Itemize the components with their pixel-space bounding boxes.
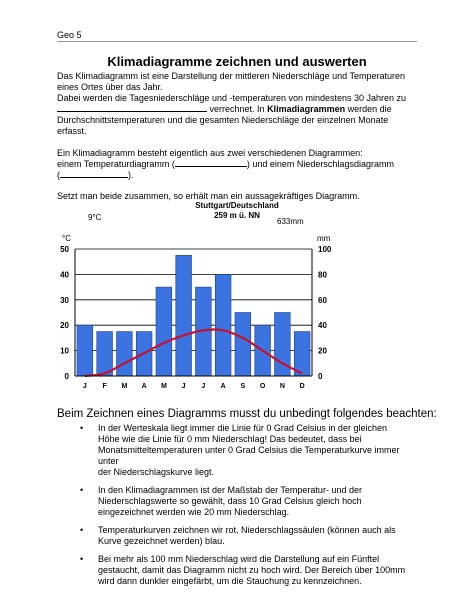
rule-item xyxy=(80,423,415,478)
precipitation-bar xyxy=(215,274,231,376)
para-line: einem Temperaturdiagramm ( ) und einem Niederschlagsdiagramm xyxy=(57,159,394,169)
rule-line: Monatsmitteltemperaturen unter 0 Grad Celsius die Temperaturkurve immer unter xyxy=(98,445,400,466)
precipitation-bar xyxy=(156,287,172,376)
left-tick-label: 0 xyxy=(64,372,69,381)
intro-line: eines Ortes über das Jahr. xyxy=(57,82,163,92)
month-label: A xyxy=(220,383,226,390)
month-label: M xyxy=(160,383,167,390)
rule-line: Höhe wie die Linie für 0 mm Niederschlag! Das bedeutet, dass bei xyxy=(98,434,362,444)
bold-term: Klimadiagrammen xyxy=(267,104,346,114)
left-axis-label: °C xyxy=(62,234,71,243)
rule-line: Kurve gezeichnet werden) blau. xyxy=(98,536,225,546)
para-line: Ein Klimadiagramm besteht eigentlich aus zwei verschiedenen Diagrammen: xyxy=(57,148,363,158)
left-tick-label: 30 xyxy=(60,295,69,305)
rule-line: Temperaturkurven zeichnen wir rot, Niederschlagssäulen (können auch als xyxy=(98,525,396,535)
month-label: N xyxy=(279,383,285,390)
precipitation-bar xyxy=(294,332,310,376)
rule-item xyxy=(80,485,415,518)
right-tick-label: 100 xyxy=(318,245,332,254)
intro-line: Das Klimadiagramm ist eine Darstellung der mittleren Niederschläge und Temperaturen xyxy=(57,71,405,81)
right-axis-label: mm xyxy=(317,234,331,243)
rule-item xyxy=(80,525,415,547)
month-label: A xyxy=(141,383,147,390)
precipitation-bar xyxy=(176,255,192,376)
month-label: J xyxy=(181,383,186,390)
month-label: O xyxy=(259,383,266,390)
month-label: J xyxy=(82,383,87,390)
right-tick-label: 0 xyxy=(318,372,323,381)
month-label: J xyxy=(201,383,206,390)
rule-item xyxy=(80,554,415,587)
right-tick-label: 40 xyxy=(318,321,327,331)
precipitation-bar xyxy=(235,313,251,377)
page-title: Klimadiagramme zeichnen und auswerten xyxy=(107,54,367,69)
month-label: S xyxy=(240,383,246,390)
rule-line: der Niederschlagskurve liegt. xyxy=(98,467,215,477)
left-tick-label: 50 xyxy=(60,245,69,254)
rule-line: In der Werteskala liegt immer die Linie für 0 Grad Celsius in der gleichen xyxy=(98,423,387,433)
annual-precipitation: 633mm xyxy=(277,217,304,226)
intro-line: erfasst. xyxy=(57,126,87,136)
intro-line: verrechnet. In Klimadiagrammen werden die xyxy=(57,104,422,115)
bullet-icon: • xyxy=(80,525,84,535)
month-label: D xyxy=(299,383,305,390)
rule-line: gestaucht, damit das Diagramm nicht zu hoch wird. Der Bereich über 100mm xyxy=(98,565,406,575)
para-line: ( ). xyxy=(57,170,134,180)
annual-temperature: 9°C xyxy=(88,213,102,222)
precipitation-bar xyxy=(117,332,133,376)
precipitation-bar xyxy=(77,325,93,376)
rule-line: In den Klimadiagrammen ist der Maßstab der Temperatur- und der xyxy=(98,485,362,495)
rules-list xyxy=(80,423,415,594)
rule-line: Bei mehr als 100 mm Niederschlag wird die Darstellung auf ein Fünftel xyxy=(98,554,380,564)
left-tick-label: 40 xyxy=(60,270,69,280)
precipitation-bar xyxy=(97,332,113,376)
chart-subtitle: 259 m ü. NN xyxy=(214,211,260,220)
chart-title: Stuttgart/Deutschland xyxy=(195,201,279,210)
section-heading: Beim Zeichnen eines Diagramms musst du unbedingt folgendes beachten: xyxy=(57,408,437,420)
header-label: Geo 5 xyxy=(57,30,82,40)
rule-line: wird dann dunkler eingefärbt, um die Stauchung zu kennzeichnen. xyxy=(98,576,362,586)
bullet-icon: • xyxy=(80,423,84,433)
rule-line: Niederschlagswerte so gewählt, dass 10 Grad Celsius gleich hoch xyxy=(98,496,362,506)
intro-line: Dabei werden die Tagesniederschläge und -temperaturen von mindestens 30 Jahren zu xyxy=(57,93,407,103)
right-tick-label: 20 xyxy=(318,346,327,356)
rule-line: eingezeichnet werden wie 20 mm Niederschlag. xyxy=(98,507,290,517)
right-tick-label: 80 xyxy=(318,270,327,280)
bullet-icon: • xyxy=(80,485,84,495)
month-label: M xyxy=(121,383,128,390)
left-tick-label: 10 xyxy=(60,346,69,356)
combine-sentence: Setzt man beide zusammen, so erhält man ein aussagekräftiges Diagramm. xyxy=(57,191,360,201)
month-label: F xyxy=(102,383,107,390)
right-tick-label: 60 xyxy=(318,295,327,305)
bullet-icon: • xyxy=(80,554,84,564)
left-tick-label: 20 xyxy=(60,321,69,331)
intro-line: Durchschnittstemperaturen und die gesamten Niederschläge der einzelnen Monate xyxy=(57,115,389,125)
